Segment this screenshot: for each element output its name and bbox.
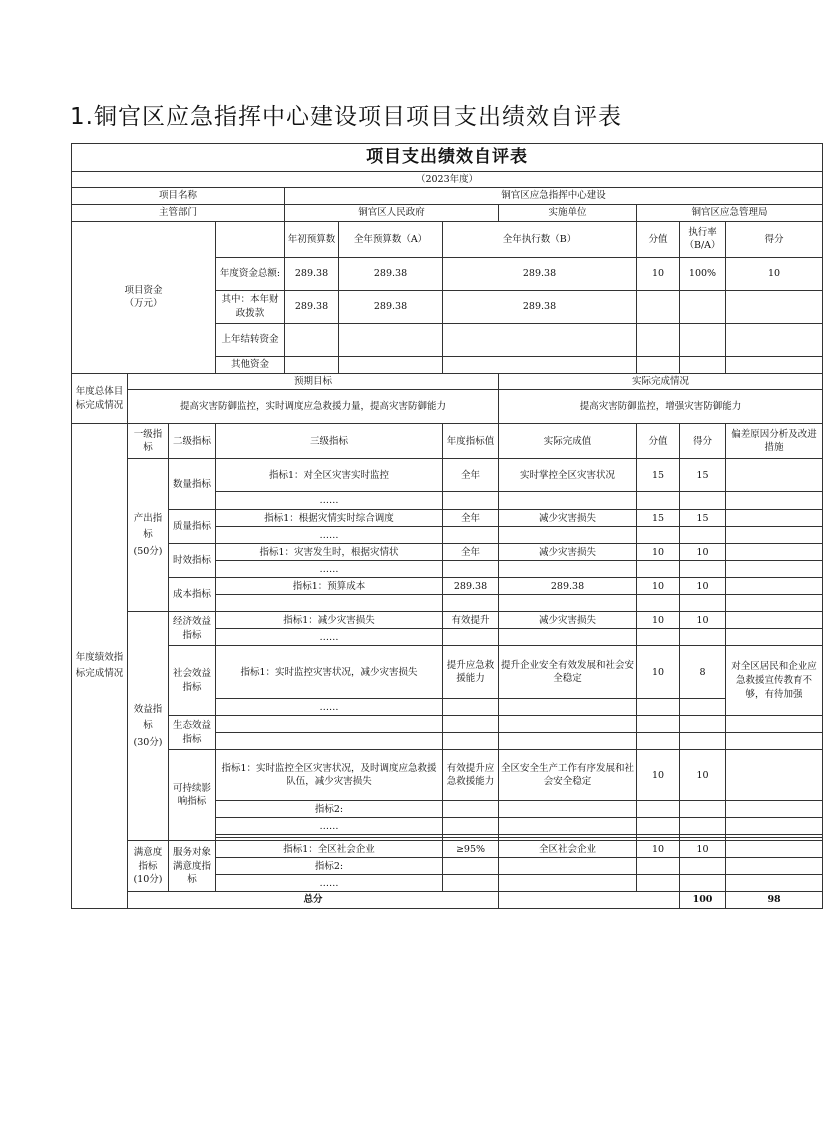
self-evaluation-table	[71, 143, 823, 909]
timeliness-actual: 减少灾害损失	[499, 544, 637, 561]
empty-cell	[680, 629, 726, 646]
timeliness-dots: ……	[216, 561, 443, 578]
cost-score: 10	[680, 578, 726, 595]
funds-row-score-value	[637, 290, 680, 323]
table-title: 项目支出绩效自评表	[72, 144, 823, 172]
empty-cell	[726, 875, 823, 892]
empty-cell	[726, 858, 823, 875]
quality-actual: 减少灾害损失	[499, 510, 637, 527]
satisfaction-indicator-name: 满意度指标	[133, 846, 163, 872]
funds-row-annual: 289.38	[339, 290, 443, 323]
page-heading: 1.铜官区应急指挥中心建设项目项目支出绩效自评表	[70, 104, 622, 130]
empty-cell	[216, 716, 443, 733]
empty-cell	[499, 716, 637, 733]
output-indicator-score: (50分)	[133, 545, 163, 557]
social-target: 提升应急救援能力	[443, 646, 499, 699]
sustainable-l3b: 指标2:	[216, 801, 443, 818]
goals-actual-text: 提高灾害防御监控，增强灾害防御能力	[499, 390, 823, 424]
perf-header-l2: 二级指标	[169, 424, 216, 459]
funds-row-executed	[443, 323, 637, 356]
funds-label	[72, 221, 216, 373]
cost-label: 成本指标	[169, 578, 216, 612]
sustainable-score: 10	[680, 750, 726, 801]
goals-content-row	[72, 390, 823, 424]
benefit-indicator-name: 效益指标	[133, 703, 163, 732]
quantity-l3: 指标1：对全区灾害实时监控	[216, 459, 443, 492]
empty-cell	[637, 716, 680, 733]
table-year: （2023年度）	[72, 171, 823, 188]
service-note	[726, 841, 823, 858]
social-l3: 指标1：实时监控灾害状况，减少灾害损失	[216, 646, 443, 699]
funds-row-initial: 289.38	[285, 257, 339, 290]
output-indicator-label	[128, 459, 169, 612]
service-actual: 全区社会企业	[499, 841, 637, 858]
funds-row-annual	[339, 323, 443, 356]
ecological-label: 生态效益指标	[169, 716, 216, 750]
benefit-indicator-score: (30分)	[133, 736, 163, 748]
timeliness-label: 时效指标	[169, 544, 216, 578]
empty-cell	[637, 818, 680, 835]
quality-note	[726, 510, 823, 527]
social-note: 对全区居民和企业应急救援宣传教育不够，有待加强	[726, 646, 823, 716]
funds-row-rate	[680, 290, 726, 323]
empty-cell	[443, 629, 499, 646]
empty-cell	[726, 629, 823, 646]
empty-cell	[680, 595, 726, 612]
empty-cell	[637, 527, 680, 544]
economic-value: 10	[637, 612, 680, 629]
empty-cell	[499, 699, 637, 716]
quantity-value: 15	[637, 459, 680, 492]
impl-label: 实施单位	[499, 205, 637, 222]
empty-cell	[499, 527, 637, 544]
perf-header-l1: 一级指标	[128, 424, 169, 459]
quantity-note	[726, 459, 823, 492]
empty-cell	[680, 818, 726, 835]
empty-cell	[637, 858, 680, 875]
empty-cell	[726, 801, 823, 818]
perf-row-timeliness	[72, 544, 823, 561]
empty-cell	[637, 875, 680, 892]
service-l3: 指标1：全区社会企业	[216, 841, 443, 858]
title-row	[72, 144, 823, 172]
empty-cell	[443, 733, 499, 750]
sustainable-dots: ……	[216, 818, 443, 835]
empty-cell	[680, 858, 726, 875]
empty-cell	[499, 561, 637, 578]
goals-actual-header: 实际完成情况	[499, 373, 823, 390]
empty-cell	[680, 561, 726, 578]
sustainable-note	[726, 750, 823, 801]
funds-row-score-value	[637, 323, 680, 356]
empty-cell	[499, 875, 637, 892]
perf-header-actual: 实际完成值	[499, 424, 637, 459]
timeliness-value: 10	[637, 544, 680, 561]
funds-row-annual: 289.38	[339, 257, 443, 290]
economic-target: 有效提升	[443, 612, 499, 629]
economic-actual: 减少灾害损失	[499, 612, 637, 629]
service-score: 10	[680, 841, 726, 858]
funds-header-score: 得分	[726, 221, 823, 257]
empty-cell	[726, 733, 823, 750]
empty-cell	[443, 699, 499, 716]
empty-cell	[499, 629, 637, 646]
perf-header-note: 偏差原因分析及改进措施	[726, 424, 823, 459]
economic-score: 10	[680, 612, 726, 629]
total-value: 100	[680, 892, 726, 909]
empty-cell	[637, 733, 680, 750]
sustainable-label: 可持续影响指标	[169, 750, 216, 841]
perf-header-row	[72, 424, 823, 459]
perf-header-target: 年度指标值	[443, 424, 499, 459]
project-name-row	[72, 188, 823, 205]
quality-l3: 指标1：根据灾情实时综合调度	[216, 510, 443, 527]
empty-cell	[499, 801, 637, 818]
cost-actual: 289.38	[499, 578, 637, 595]
empty-cell	[499, 818, 637, 835]
empty-cell	[637, 801, 680, 818]
impl-value: 铜官区应急管理局	[637, 205, 823, 222]
dept-value: 铜官区人民政府	[285, 205, 499, 222]
service-target: ≥95%	[443, 841, 499, 858]
output-indicator-name: 产出指标	[133, 512, 163, 541]
funds-row-annual	[339, 356, 443, 373]
empty-cell	[637, 561, 680, 578]
empty-cell	[443, 561, 499, 578]
total-label: 总分	[128, 892, 499, 909]
goals-label: 年度总体目标完成情况	[72, 373, 128, 424]
funds-header-rate: 执行率（B/A）	[680, 221, 726, 257]
empty-cell	[680, 875, 726, 892]
sustainable-value: 10	[637, 750, 680, 801]
funds-row-initial	[285, 323, 339, 356]
empty-cell	[680, 492, 726, 510]
service-dots: ……	[216, 875, 443, 892]
social-dots: ……	[216, 699, 443, 716]
year-row	[72, 171, 823, 188]
funds-row-rate	[680, 323, 726, 356]
empty-cell	[726, 716, 823, 733]
goals-expected-header: 预期目标	[128, 373, 499, 390]
funds-row-score	[726, 323, 823, 356]
quantity-target: 全年	[443, 459, 499, 492]
goals-header-row	[72, 373, 823, 390]
quality-label: 质量指标	[169, 510, 216, 544]
economic-label: 经济效益指标	[169, 612, 216, 646]
total-row	[72, 892, 823, 909]
empty-cell	[637, 699, 680, 716]
dept-label: 主管部门	[72, 205, 285, 222]
quantity-dots: ……	[216, 492, 443, 510]
service-l3b: 指标2:	[216, 858, 443, 875]
funds-header-score-value: 分值	[637, 221, 680, 257]
funds-label-line2: （万元）	[124, 298, 163, 310]
funds-row-rate: 100%	[680, 257, 726, 290]
economic-l3: 指标1：减少灾害损失	[216, 612, 443, 629]
funds-header-executed: 全年执行数（B）	[443, 221, 637, 257]
empty-cell	[443, 818, 499, 835]
empty-cell	[499, 733, 637, 750]
perf-row-ecological	[72, 716, 823, 733]
funds-row-score-value: 10	[637, 257, 680, 290]
empty-cell	[499, 492, 637, 510]
funds-row-rate	[680, 356, 726, 373]
funds-row-label: 年度资金总额:	[216, 257, 285, 290]
empty-cell	[680, 716, 726, 733]
benefit-indicator-label	[128, 612, 169, 841]
funds-header-annual: 全年预算数（A）	[339, 221, 443, 257]
project-name-label: 项目名称	[72, 188, 285, 205]
sustainable-actual: 全区安全生产工作有序发展和社会安全稳定	[499, 750, 637, 801]
cost-value: 10	[637, 578, 680, 595]
empty-cell	[637, 629, 680, 646]
funds-row-label: 其他资金	[216, 356, 285, 373]
timeliness-note	[726, 544, 823, 561]
perf-row-sustainable	[72, 750, 823, 801]
empty-cell	[443, 716, 499, 733]
empty-cell	[499, 595, 637, 612]
perf-side-label: 年度绩效指标完成情况	[72, 424, 128, 909]
empty-cell	[443, 595, 499, 612]
satisfaction-indicator-label	[128, 841, 169, 892]
perf-row-quantity	[72, 459, 823, 492]
goals-expected-text: 提高灾害防御监控，实时调度应急救援力量，提高灾害防御能力	[128, 390, 499, 424]
quantity-score: 15	[680, 459, 726, 492]
empty-cell	[216, 733, 443, 750]
quality-value: 15	[637, 510, 680, 527]
perf-header-value: 分值	[637, 424, 680, 459]
empty-cell	[637, 492, 680, 510]
perf-row-service	[72, 841, 823, 858]
funds-row-initial	[285, 356, 339, 373]
empty-cell	[443, 527, 499, 544]
cost-target: 289.38	[443, 578, 499, 595]
empty-cell	[443, 801, 499, 818]
social-score: 8	[680, 646, 726, 699]
empty-cell	[726, 527, 823, 544]
funds-row-label: 上年结转资金	[216, 323, 285, 356]
perf-row-economic	[72, 612, 823, 629]
empty-cell	[680, 733, 726, 750]
timeliness-l3: 指标1：灾害发生时，根据灾情状	[216, 544, 443, 561]
empty-cell	[680, 527, 726, 544]
department-row	[72, 205, 823, 222]
perf-row-social	[72, 646, 823, 699]
project-name-value: 铜官区应急指挥中心建设	[285, 188, 823, 205]
timeliness-score: 10	[680, 544, 726, 561]
empty-cell	[726, 818, 823, 835]
cost-dots	[216, 595, 443, 612]
funds-row-score	[726, 356, 823, 373]
satisfaction-indicator-score: (10分)	[133, 874, 163, 886]
funds-row-label: 其中：本年财政拨款	[216, 290, 285, 323]
empty-cell	[680, 801, 726, 818]
sustainable-target: 有效提升应急救援能力	[443, 750, 499, 801]
perf-row-quality	[72, 510, 823, 527]
social-actual: 提升企业安全有效发展和社会安全稳定	[499, 646, 637, 699]
funds-header-initial: 年初预算数	[285, 221, 339, 257]
empty-cell	[726, 561, 823, 578]
service-label: 服务对象满意度指标	[169, 841, 216, 892]
funds-row-score: 10	[726, 257, 823, 290]
empty-cell	[499, 858, 637, 875]
perf-row-cost	[72, 578, 823, 595]
empty-cell	[680, 699, 726, 716]
sustainable-l3: 指标1：实时监控全区灾害状况，及时调度应急救援队伍，减少灾害损失	[216, 750, 443, 801]
perf-header-l3: 三级指标	[216, 424, 443, 459]
empty-cell	[637, 595, 680, 612]
funds-label-line1: 项目资金	[124, 284, 163, 296]
timeliness-target: 全年	[443, 544, 499, 561]
service-value: 10	[637, 841, 680, 858]
empty-cell	[726, 492, 823, 510]
total-score: 98	[726, 892, 823, 909]
funds-row-executed: 289.38	[443, 257, 637, 290]
empty-cell	[443, 858, 499, 875]
quantity-actual: 实时掌控全区灾害状况	[499, 459, 637, 492]
empty-cell	[726, 595, 823, 612]
funds-row-score-value	[637, 356, 680, 373]
funds-header-row	[72, 221, 823, 257]
social-label: 社会效益指标	[169, 646, 216, 716]
funds-header-blank	[216, 221, 285, 257]
empty-cell	[443, 492, 499, 510]
funds-row-score	[726, 290, 823, 323]
funds-row-executed	[443, 356, 637, 373]
economic-note	[726, 612, 823, 629]
quality-score: 15	[680, 510, 726, 527]
economic-dots: ……	[216, 629, 443, 646]
quantity-label: 数量指标	[169, 459, 216, 510]
quality-dots: ……	[216, 527, 443, 544]
social-value: 10	[637, 646, 680, 699]
funds-row-initial: 289.38	[285, 290, 339, 323]
funds-row-executed: 289.38	[443, 290, 637, 323]
quality-target: 全年	[443, 510, 499, 527]
empty-cell	[443, 875, 499, 892]
empty-cell	[499, 892, 680, 909]
cost-note	[726, 578, 823, 595]
cost-l3: 指标1：预算成本	[216, 578, 443, 595]
perf-header-score: 得分	[680, 424, 726, 459]
